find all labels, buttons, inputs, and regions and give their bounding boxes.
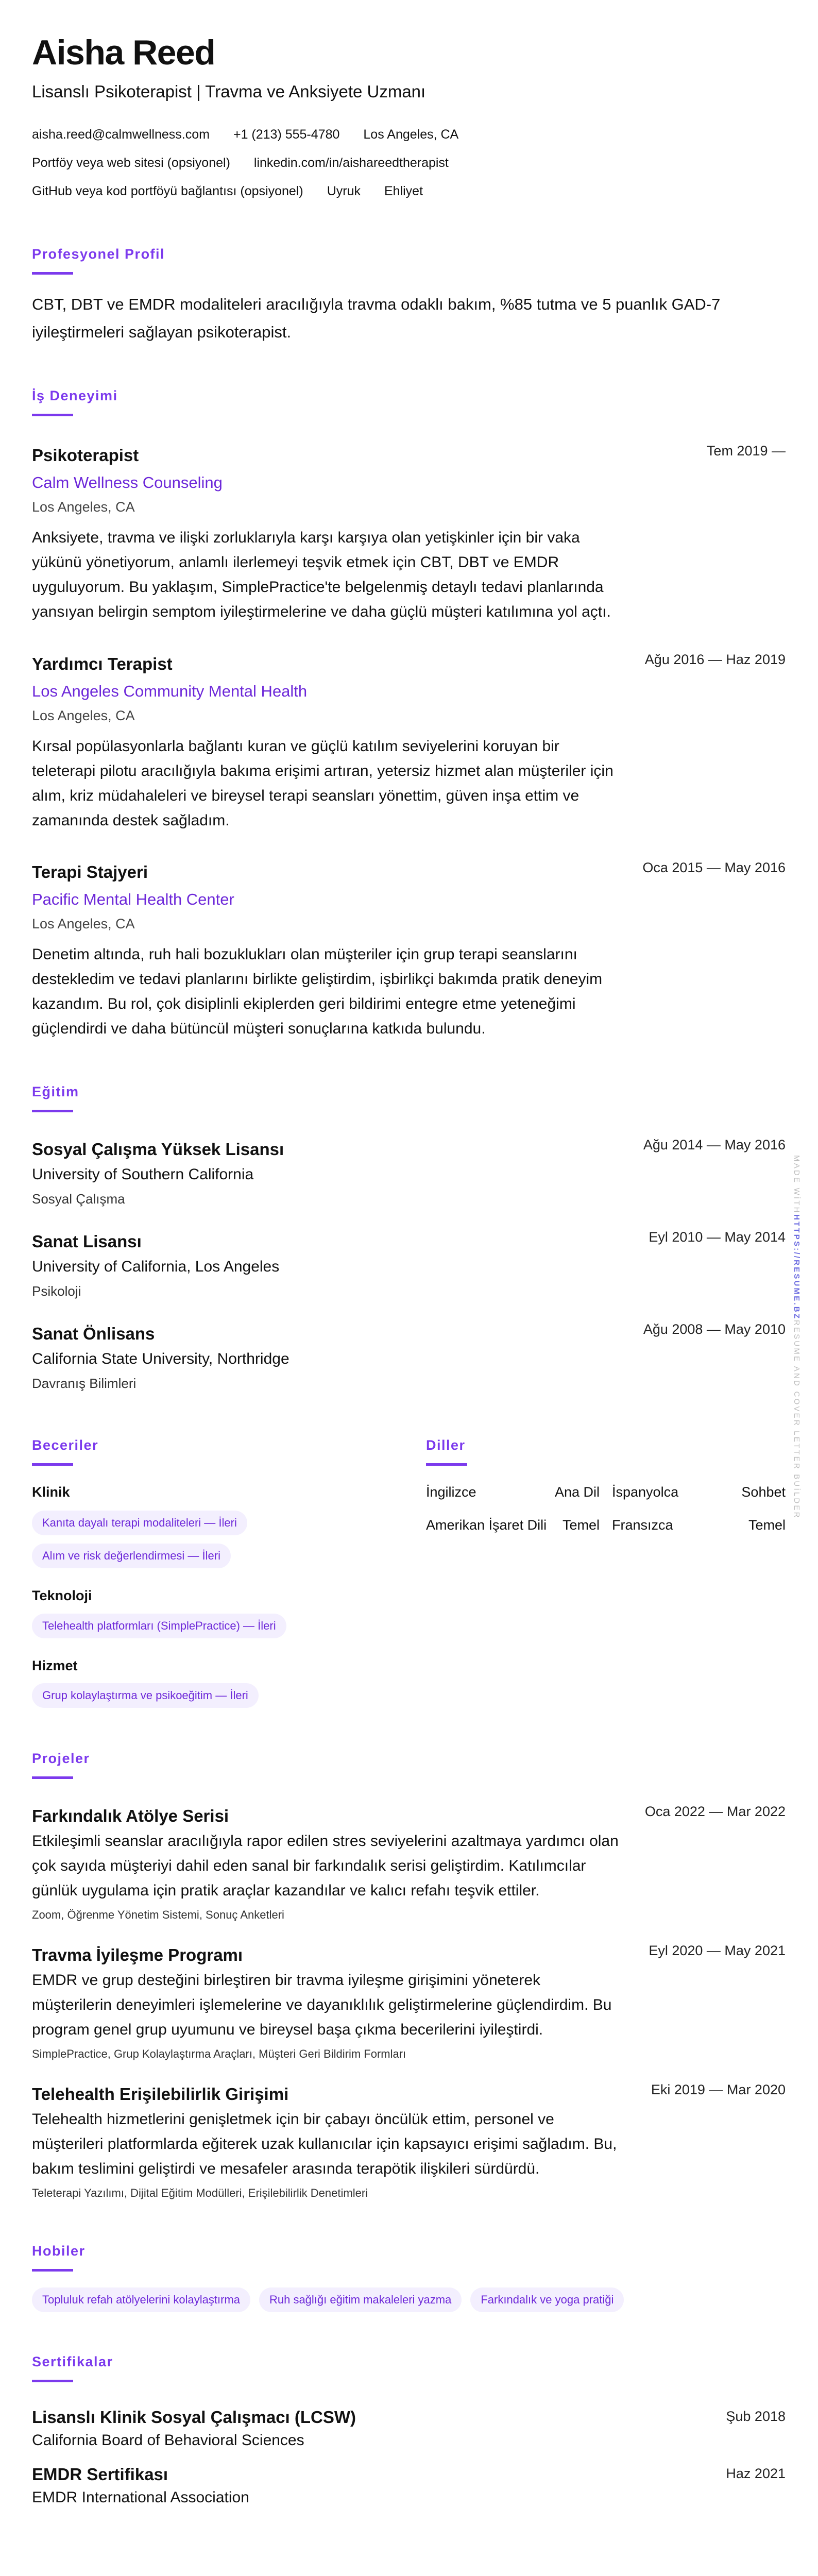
section-title-projects: Projeler (32, 1751, 90, 1766)
certification-issuer: California Board of Behavioral Sciences (32, 2432, 304, 2449)
degree-title: Sanat Lisansı (32, 1232, 142, 1251)
headline: Lisanslı Psikoterapist | Travma ve Anksiyete Uzmanı (32, 82, 426, 101)
contact-row-3 (32, 182, 786, 200)
section-title-certifications: Sertifikalar (32, 2354, 113, 2369)
candidate-name: Aisha Reed (32, 33, 215, 72)
license-text: Ehliyet (384, 184, 423, 198)
section-underline (32, 1463, 73, 1466)
certification-date: Haz 2021 (726, 2466, 786, 2481)
job-title: Psikoterapist (32, 446, 139, 465)
hobby-chip: Farkındalık ve yoga pratiği (470, 2287, 624, 2312)
project-entry (32, 1944, 786, 2062)
languages-list (426, 1483, 786, 1534)
skills-section (32, 1436, 426, 1708)
language-name: Fransızca (612, 1517, 673, 1533)
field-of-study: Sosyal Çalışma (32, 1191, 125, 1207)
skill-chip: Alım ve risk değerlendirmesi — İleri (32, 1544, 231, 1568)
section-underline (32, 1110, 73, 1112)
project-description: Etkileşimli seanslar aracılığıyla rapor edilen stres seviyelerini azaltmaya yardımcı olan çok sayıda müşteriyi dahil eden sanal bir farkındalık serisi geliştirdim. Katılımcılar günlük uygulama için pratik araçlar kazandılar ve kalıcı refahı teşvik ettiler. (32, 1833, 619, 1899)
job-date: Oca 2015 — May 2016 (642, 860, 786, 875)
language-level: Temel (562, 1517, 600, 1533)
job-date: Ağu 2016 — Haz 2019 (644, 652, 786, 667)
project-date: Eki 2019 — Mar 2020 (651, 2082, 786, 2097)
degree-title: Sosyal Çalışma Yüksek Lisansı (32, 1140, 284, 1159)
project-description: Telehealth hizmetlerini genişletmek için bir çabayı öncülük ettim, personel ve müşterileri platformlarda eğiterek uzak kullanıcılar için kapsayıcı erişimi sağladım. Bu, bakım teslimini geliştirdi ve mesafeler arasında terapötik ilişkileri sürdürdü. (32, 2111, 617, 2177)
language-name: İngilizce (426, 1484, 476, 1500)
section-title-profile: Profesyonel Profil (32, 246, 165, 262)
job-title: Yardımcı Terapist (32, 654, 173, 673)
contact-row-2 (32, 154, 786, 172)
education-date: Ağu 2014 — May 2016 (643, 1137, 786, 1153)
watermark (792, 1155, 801, 1519)
job-location: Los Angeles, CA (32, 499, 135, 515)
education-entry (32, 1323, 786, 1394)
school-name: University of California, Los Angeles (32, 1258, 280, 1275)
language-item (612, 1516, 786, 1534)
certification-entry (32, 2463, 786, 2509)
skill-chip: Telehealth platformları (SimplePractice) — İleri (32, 1614, 286, 1638)
field-of-study: Psikoloji (32, 1283, 81, 1299)
job-entry (32, 861, 786, 1041)
project-title: Farkındalık Atölye Serisi (32, 1806, 229, 1825)
education-date: Eyl 2010 — May 2014 (649, 1229, 786, 1245)
skill-chip: Kanıta dayalı terapi modaliteleri — İleri (32, 1511, 247, 1535)
hobby-list (32, 2287, 786, 2312)
project-title: Telehealth Erişilebilirlik Girişimi (32, 2084, 289, 2104)
language-level: Sohbet (741, 1484, 786, 1500)
project-title: Travma İyileşme Programı (32, 1945, 243, 1964)
language-level: Ana Dil (554, 1484, 600, 1500)
project-description: EMDR ve grup desteğini birleştiren bir travma iyileşme girişimini yöneterek müşterilerin deneyimleri işlemelerine ve dayanıklılık geliştirmelerine güçlendirdim. Bu program genel grup uyumunu ve bireysel başa çıkma becerilerini iyileştirdi. (32, 1972, 612, 2038)
job-description: Kırsal popülasyonlarla bağlantı kuran ve güçlü katılım seviyelerini koruyan bir teleterapi pilotu aracılığıyla bakıma erişimi artıran, yetersiz hizmet alan müşteriler için alım, kriz müdahaleleri ve bireysel terapi seansları yönettim, güven inşa ettim ve zamanında destek sağladım. (32, 738, 614, 829)
job-entry (32, 444, 786, 624)
job-company: Los Angeles Community Mental Health (32, 682, 308, 700)
section-underline (426, 1463, 467, 1466)
degree-title: Sanat Önlisans (32, 1324, 155, 1343)
language-item (426, 1483, 600, 1501)
job-location: Los Angeles, CA (32, 916, 135, 931)
nationality-text: Uyruk (327, 184, 361, 198)
field-of-study: Davranış Bilimleri (32, 1376, 137, 1391)
certification-name: Lisanslı Klinik Sosyal Çalışmacı (LCSW) (32, 2408, 356, 2427)
education-entry (32, 1138, 786, 1209)
language-item (612, 1483, 786, 1501)
school-name: University of Southern California (32, 1166, 254, 1183)
section-title-education: Eğitim (32, 1084, 79, 1099)
watermark-link[interactable]: HTTPS://RESUME.BZ (792, 1214, 801, 1320)
linkedin-link[interactable]: linkedin.com/in/aishareedtherapist (253, 156, 449, 170)
job-company: Pacific Mental Health Center (32, 890, 234, 908)
project-tech: Zoom, Öğrenme Yönetim Sistemi, Sonuç Anketleri (32, 1908, 284, 1921)
education-date: Ağu 2008 — May 2010 (643, 1321, 786, 1337)
certification-issuer: EMDR International Association (32, 2489, 249, 2506)
project-tech: SimplePractice, Grup Kolaylaştırma Araçları, Müşteri Geri Bildirim Formları (32, 2047, 406, 2060)
location-text: Los Angeles, CA (363, 127, 459, 142)
hobby-chip: Ruh sağlığı eğitim makaleleri yazma (259, 2287, 462, 2312)
section-title-hobbies: Hobiler (32, 2243, 86, 2259)
education-entry (32, 1230, 786, 1301)
project-tech: Teleterapi Yazılımı, Dijital Eğitim Modülleri, Erişilebilirlik Denetimleri (32, 2187, 368, 2199)
section-underline (32, 2269, 73, 2272)
watermark-prefix: MADE WİTH (792, 1155, 801, 1214)
skill-chip: Grup kolaylaştırma ve psikoeğitim — İleri (32, 1683, 259, 1708)
section-title-skills: Beceriler (32, 1437, 99, 1453)
job-entry (32, 653, 786, 833)
section-underline (32, 1776, 73, 1779)
certification-date: Şub 2018 (726, 2409, 786, 2424)
skill-group-title: Teknoloji (32, 1588, 92, 1603)
phone-text: +1 (213) 555-4780 (233, 127, 340, 142)
job-description: Anksiyete, travma ve ilişki zorluklarıyla karşı karşıya olan yetişkinler için bir vaka yükünü yönetiyorum, anlamlı ilerlemeyi teşvik etmek için CBT, DBT ve EMDR uyguluyorum. Bu yaklaşım, SimplePractice'te belgelenmiş detaylı tedavi planlarında yansıyan belirgin semptom iyileştirmelerine ve daha güçlü müşteri katılımına yol açtı. (32, 529, 611, 620)
project-date: Eyl 2020 — May 2021 (649, 1943, 786, 1958)
job-title: Terapi Stajyeri (32, 862, 148, 882)
project-date: Oca 2022 — Mar 2022 (644, 1804, 786, 1819)
section-underline (32, 414, 73, 416)
language-item (426, 1516, 600, 1534)
language-name: Amerikan İşaret Dili (426, 1517, 547, 1533)
job-location: Los Angeles, CA (32, 708, 135, 723)
language-name: İspanyolca (612, 1484, 679, 1500)
job-company: Calm Wellness Counseling (32, 473, 223, 492)
contact-row-1 (32, 125, 786, 144)
skill-group-title: Hizmet (32, 1658, 78, 1673)
skill-group-title: Klinik (32, 1484, 70, 1500)
section-title-experience: İş Deneyimi (32, 388, 118, 403)
skills-languages-row (32, 1436, 786, 1708)
project-entry (32, 1805, 786, 1923)
job-description: Denetim altında, ruh hali bozuklukları olan müşteriler için grup terapi seanslarını destekledim ve tedavi planlarını birlikte geliştirdim, işbirlikçi bakımda pratik deneyim kazandım. Bu rol, çok disiplinli ekiplerden geri bildirimi entegre etme yeteneğimi güçlendirdi ve daha bütüncül müşteri sonuçlarına katkıda bulundu. (32, 946, 603, 1037)
profile-summary: CBT, DBT ve EMDR modaliteleri aracılığıyla travma odaklı bakım, %85 tutma ve 5 puanlık GAD-7 iyileştirmeleri sağlayan psikoterapist. (32, 295, 721, 341)
hobby-chip: Topluluk refah atölyelerini kolaylaştırma (32, 2287, 250, 2312)
certification-entry (32, 2406, 786, 2452)
section-underline (32, 2380, 73, 2382)
github-link[interactable]: GitHub veya kod portföyü bağlantısı (opsiyonel) (32, 184, 303, 198)
portfolio-link[interactable]: Portföy veya web sitesi (opsiyonel) (32, 156, 230, 170)
school-name: California State University, Northridge (32, 1350, 289, 1367)
language-level: Temel (748, 1517, 786, 1533)
watermark-suffix: RESUME AND COVER LETTER BUİLDER (792, 1319, 801, 1519)
certification-name: EMDR Sertifikası (32, 2465, 168, 2484)
section-underline (32, 272, 73, 275)
email-link[interactable]: aisha.reed@calmwellness.com (32, 127, 210, 142)
job-date: Tem 2019 — (706, 443, 786, 459)
project-entry (32, 2083, 786, 2201)
languages-section (426, 1436, 786, 1708)
section-title-languages: Diller (426, 1437, 466, 1453)
